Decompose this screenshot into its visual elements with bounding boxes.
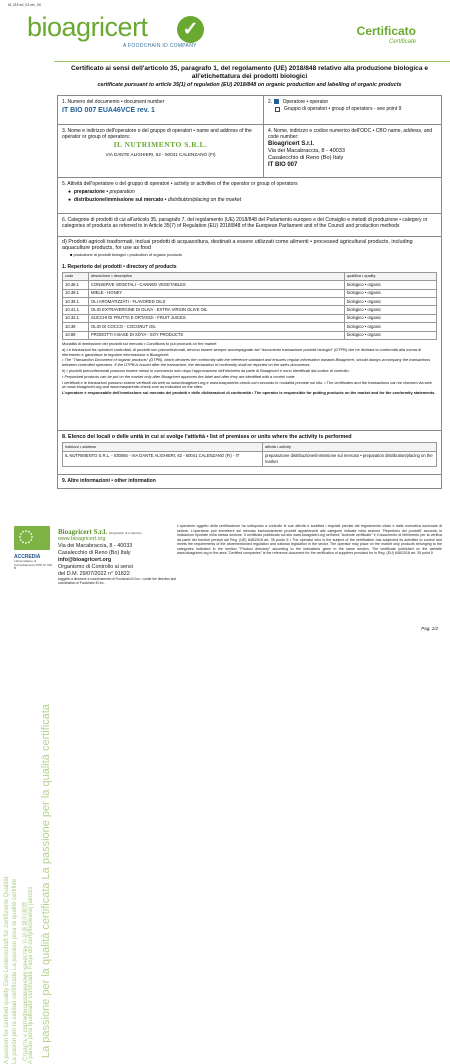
company-address: Bioagricert S.r.l. (Organismo di Controllo) www.bioagricert.org Via dei Macabraccia, 8 - 40033 Casalecchio di Reno (Bo) Italy info@bioagricert.org Organismo di Controllo ai sensi del D.M. 29/07/2022 n° 91822 soggetto a direzione e coordinamento di Foodchain ID Inc. • under the direction and coordination of Foodchain ID Inc.: [58, 528, 180, 586]
conditions-title: Modalità di immissione dei prodotti sul mercato • Conditions to put products on the market: [62, 340, 217, 346]
products-directory: 1. Repertorio dei prodotti • directory of products code descrizione • description qualifica • quality 10.38.1 CONSERVE VEGETALI - CANNED VEGETABLES biologico • organic 10.39.1 MIELE - HONEY biologico • organic 10.39.1 OLI AROMATIZZATI - FLAVORED OILS biologico • organic 10.41.1 OLIO EXTRAVERGINE DI OLIVA - EXTRA VIRGIN OLIVE OIL biologico • organic 10.32.1 SUCCHI DI FRUTTA E ORTAGGI - FRUIT JUICES biologico • organic 10.39 OLIO DI COCCO - COCONUT OIL biologico • organic 10.89 PRODOTTI A BASE DI SOYA - SOY PRODUCTS biologico • organic Modalità di immissione dei prodotti sul mercato • Conditions to put products on the market a) Le transazioni fra operatori controllati, di prodotti non preconfezionati, devono essere sempre accompagnate dal "documento transazione prodotti biologici" (DTPB) che ne dichiara la conformità alla norma di riferimento e garantisce la regolare informazione a Bioagricert. • The "Transaction Document of organic products" (DTPB), which declares the conformity with the reference standard and ensures regular information towards Bioagricert, should always accompany the transactions between controlled operators. If the DTPB is issued after the transaction, the declaration of conformity shall be reported on the sales documents. b) I prodotti preconfezionati possono essere messi in commercio solo dopo l'approvazione dell'etichetta da parte di Bioagricert e sono identificati dal codice di controllo. • Prepacked products can be put on the market only after Bioagricert approves the label and after they are identified with a control code. I certificati e le transazioni possono essere verificati via web su www.bioagricert.org e www.trasparente-check.com secondo le modalità previste sul sito. • The certificates and the transactions can be checked via web on www.bioagricert.org and www.trasparente-check.com as indicated on the sites. L'operatore è responsabile dell'immissione sul mercato dei prodotti e delle dichiarazioni di conformità • The operator is responsible for putting products on the market and for the conformity statements.: [57, 261, 442, 431]
table-row: 10.39 OLIO DI COCCO - COCONUT OIL biologico • organic: [63, 323, 437, 331]
table-row: 10.41.1 OLIO EXTRAVERGINE DI OLIVA - EXTRA VIRGIN OLIVE OIL biologico • organic: [63, 306, 437, 314]
legal-notice: L'operatore oggetto della certificazione ha sottoposto a controllo le sue attività e soddisfa i requisiti previsti dal regolamento citato e dalla normativa nazionale di settore. L'operatore può immettere sul mercato esclusivamente prodotti appartenenti alle categorie indicate nella sezione "Repertorio dei prodotti" secondo le indicazioni riportate nella stessa sezione. Il certificato pubblicato sul sito www.bioagricert.org nell'area "Aziende certificate" è il documento di riferimento per la verifica da parte dei fornitori previsti dal Reg. (UE) 848/2018 art. 35 punto 5 • The operator who is the subject of the certification has subjected its activities to control and meets the requirements of the aforementioned regulation and national legislation in the sector. The operator may place on the market only products belonging to the categories indicated in the section "Product directory" according to the indications given in the same section. The certificate published on the website www.bioagricert.org in the area "Certified companies" is the reference document for the verification of suppliers provided for in Reg. (EU) 848/2018 art. 35 point 5: [177, 524, 442, 555]
operator-name: IL NUTRIMENTO S.R.L.: [113, 140, 208, 150]
logo-text: bioagricert: [27, 12, 148, 42]
premises-table: [62, 442, 437, 468]
cbo-name: Bioagricert S.r.l.: [268, 141, 315, 148]
title-en: Certificate: [388, 39, 416, 45]
bioagricert-logo: [27, 12, 227, 56]
cbo-code: IT BIO 007: [268, 161, 298, 168]
title-it: Certificato: [356, 24, 416, 38]
table-row: 10.39.1 OLI AROMATIZZATI - FLAVORED OILS biologico • organic: [63, 297, 437, 305]
operator-address: VIA DANTE ALIGHIERI, 62 - 50041 CALENZANO (FI): [105, 151, 216, 157]
operator-checkbox: [274, 99, 279, 104]
eu-organic-logo: [14, 526, 50, 550]
table-row: IL NUTRIMENTO S.R.L. - 030065 - VIA DANTE ALIGHIERI, 62 - 50041 CALENZANO (FI) - IT preparazione distribuzione/immissione sul mercato • preparation distribution/placing on the market: [63, 452, 437, 467]
section-5-activities: 5. Attività dell'operatore o del gruppo di operatori • activity or activities of the operator or group of operators ● preparazione • preparation ● distribuzione/immissione sul mercato • distribution/placing on the market: [57, 178, 442, 214]
condition-note: I certificati e le transazioni possono essere verificati via web su www.bioagricert.org e www.trasparente-check.com secondo le modalità previste sul sito. • The certificates and the transactions can be checked via web on www.bioagricert.org and www.trasparente-check.com as indicated on the sites.: [62, 379, 432, 390]
footer: [12, 520, 442, 630]
side-slogan-3: Страсть к сертифицированному качеству 认证质量的激情: [23, 901, 29, 1061]
side-slogan-1: A passion for certified quality Eine Leidenschaft für zertifizierte Qualität: [4, 876, 10, 1064]
condition-note: L'operatore è responsabile dell'immissione sul mercato dei prodotti e delle dichiarazioni di conformità • The operator is responsible for putting products on the market and for the conformity statements.: [62, 390, 436, 396]
category-d: d) Prodotti agricoli trasformati, inclusi prodotti di acquacoltura, destinati a essere utilizzati come alimenti • processed agricultural products, including aquaculture products, for use as food ■ produzione di prodotti biologici • production of organic products: [57, 237, 442, 261]
heading-en: certificate pursuant to article 35(1) of regulation (EU) 2018/848 on organic production and labelling of organic products: [97, 82, 402, 88]
activity-item: ● preparazione • preparation: [68, 189, 135, 196]
table-row: 10.32.1 SUCCHI DI FRUTTA E ORTAGGI - FRUIT JUICES biologico • organic: [63, 314, 437, 322]
group-checkbox: [275, 107, 280, 112]
side-slogan-4: A paixão pela qualidade certificada Pasja do certyfikowanej jakości: [28, 886, 34, 1064]
section-8-premises: 8. Elenco dei locali o delle unità in cui si svolge l'attività • list of premises or units where the activity is performed indirizzo • address attività • activity IL NUTRIMENTO S.R.L. - 030065 - VIA DANTE ALIGHIERI, 62 - 50041 CALENZANO (FI) - IT preparazione distribuzione/immissione sul mercato • preparation distribution/placing on the market: [57, 431, 442, 475]
side-slogan-2: La pasión por la calidad certificada La passion pour la qualité certifiée: [12, 878, 18, 1064]
activity-item: ● distribuzione/immissione sul mercato • distribution/placing on the market: [68, 197, 242, 204]
condition-note: • Prepacked products can be put on the market only after Bioagricert approves the label and after they are identified with a control code.: [62, 373, 296, 379]
page-number: Pag. 1/2: [421, 626, 438, 631]
section-1-document-number: 1. Numero del documento • document number IT BIO 007 EUA46VCE rev. 1: [57, 95, 264, 125]
table-row: 10.39.1 MIELE - HONEY biologico • organic: [63, 289, 437, 297]
heading-it: Certificato ai sensi dell'articolo 35, paragrafo 1, del regolamento (UE) 2018/848 relativo alla produzione biologica e all'etichettatura dei prodotti biologici: [70, 65, 428, 80]
table-row: 10.38.1 CONSERVE VEGETALI - CANNED VEGETABLES biologico • organic: [63, 281, 437, 289]
table-header: indirizzo • address attività • activity: [63, 442, 437, 451]
production-method: ■ produzione di prodotti biologici • production of organic products: [70, 251, 182, 257]
certificate-title: [316, 24, 416, 45]
accredia-logo: ACCREDIA L'Ente Italiano di Accreditamento PRD N° 030 B: [14, 554, 53, 571]
condition-note: a) Le transazioni fra operatori controllati, di prodotti non preconfezionati, devono essere sempre accompagnate dal "documento transazione prodotti biologici" (DTPB) che ne dichiara la conformità alla norma di riferimento e garantisce la regolare informazione a Bioagricert.: [62, 346, 422, 357]
table-row: 10.89 PRODOTTI A BASE DI SOYA - SOY PRODUCTS biologico • organic: [63, 331, 437, 339]
document-number: IT BIO 007 EUA46VCE rev. 1: [62, 107, 155, 115]
table-header: code descrizione • description qualifica • quality: [63, 272, 437, 280]
check-icon: ✓: [177, 16, 204, 43]
certificate-body: [57, 65, 442, 489]
company-website[interactable]: www.bioagricert.org: [58, 536, 106, 542]
company-name: Bioagricert S.r.l.: [58, 528, 108, 536]
section-6-categories: 6. Categorie di prodotti di cui all'articolo 35, paragrafo 7, del regolamento (UE) 2018/848 del Parlamento europeo e del Consiglio e metodi di produzione • category or categories of products as referred to in Article 35(7) of Regulation (EU) 2018/848 of the European Parliament and of the Council and production methods: [57, 214, 442, 237]
header-divider: [54, 61, 450, 62]
form-code: M_118 ed_03 rev_06: [8, 3, 41, 7]
products-table: [62, 272, 437, 340]
section-2-operator-type: 2. Operatore • operator Gruppo di operatori • group of operators - see point 9: [264, 95, 442, 125]
condition-note: b) I prodotti preconfezionati possono essere messi in commercio solo dopo l'approvazione dell'etichetta da parte di Bioagricert e sono identificati dal codice di controllo.: [62, 367, 350, 373]
condition-note: • The "Transaction Document of organic products" (DTPB), which declares the conformity with the reference standard and ensures regular information towards Bioagricert, should always accompany the transactions between controlled operators. If the DTPB is issued after the transaction, the declaration of conformity shall be reported on the sales documents.: [62, 357, 431, 368]
section-9-other-info: 9. Altre informazioni • other information: [57, 475, 442, 489]
section-4-cbo: 4. Nome, indirizzo e codice numerico dell'ODC • CBO name, address, and code number: Bioagricert S.r.l. Via dei Macabraccia, 8 - 40033 Casalecchio di Reno (Bo) Italy IT BIO 007: [264, 125, 442, 178]
section-3-operator: 3. Nome e indirizzo dell'operatore o del gruppo di operatori • name and address of the operator or group of operators: IL NUTRIMENTO S.R.L. VIA DANTE ALIGHIERI, 62 - 50041 CALENZANO (FI): [57, 125, 264, 178]
logo-subtitle: A FOODCHAIN ID COMPANY: [123, 43, 197, 49]
company-email[interactable]: info@bioagricert.org: [58, 557, 112, 563]
side-slogan-big: La passione per la qualità certificata La passione per la qualità certificata: [40, 703, 52, 1058]
